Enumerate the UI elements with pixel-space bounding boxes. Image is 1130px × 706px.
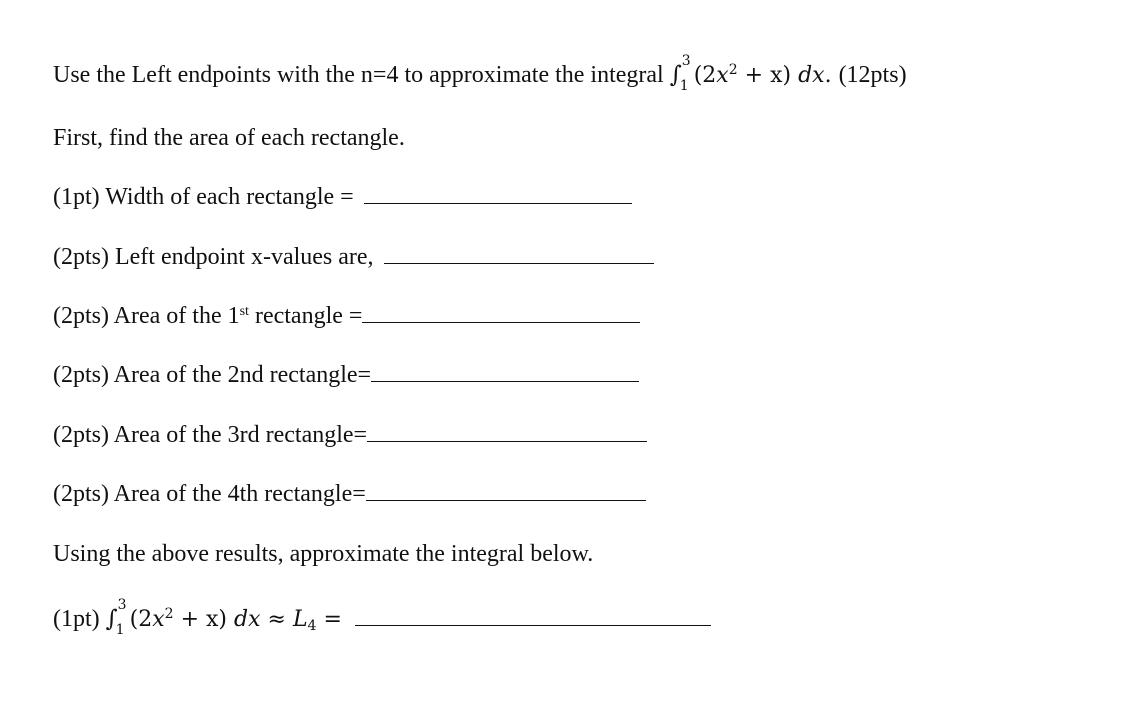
answer-blank-left-endpoints[interactable]: [384, 245, 654, 264]
item-left-endpoints: (2pts) Left endpoint x-values are,: [53, 242, 654, 272]
item-area-1: (2pts) Area of the 1st rectangle =: [53, 301, 640, 331]
answer-blank-area-4[interactable]: [366, 482, 646, 501]
problem-statement: [53, 53, 907, 94]
final-approximation: [53, 597, 711, 638]
instruction: First, find the area of each rectangle.: [53, 125, 405, 151]
item-width: (1pt) Width of each rectangle =: [53, 182, 632, 212]
answer-blank-width[interactable]: [364, 185, 632, 204]
answer-blank-area-2[interactable]: [371, 363, 639, 382]
final-instruction: Using the above results, approximate the integral below.: [53, 541, 594, 567]
problem-points: (12pts): [838, 62, 907, 88]
answer-blank-final[interactable]: [355, 607, 711, 626]
final-integral-expression: ∫ 3 1 $(2x^2 + x)$ dx ≈ $L_4$ =: [105, 597, 342, 638]
integral-expression: ∫ 3 1 $(2x^2 + x)$ dx.: [669, 53, 832, 94]
item-area-2: (2pts) Area of the 2nd rectangle=: [53, 360, 639, 390]
item-area-3: (2pts) Area of the 3rd rectangle=: [53, 420, 647, 450]
item-area-4: (2pts) Area of the 4th rectangle=: [53, 479, 646, 509]
answer-blank-area-1[interactable]: [362, 304, 640, 323]
integral-sign-icon: ∫ 3 1: [669, 53, 691, 94]
problem-prompt: Use the Left endpoints with the n=4 to approximate the integral: [53, 62, 664, 88]
answer-blank-area-3[interactable]: [367, 423, 647, 442]
integral-sign-icon: ∫ 3 1: [105, 597, 127, 638]
final-points: (1pt): [53, 606, 100, 632]
